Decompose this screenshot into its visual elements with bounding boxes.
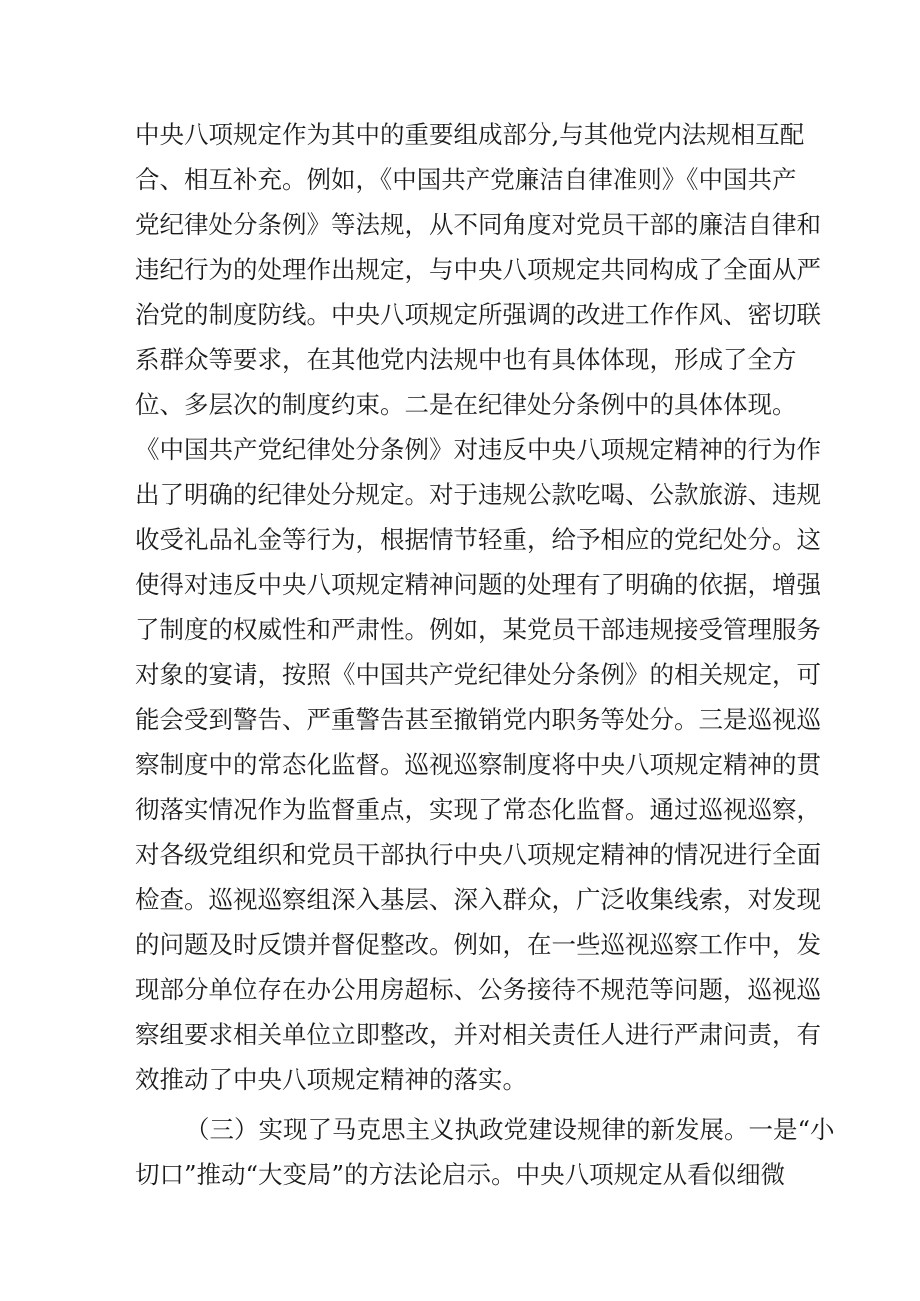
section-heading-line: （三）实现了马克思主义执政党建设规律的新发展。一是“小 [185,1115,835,1144]
paragraph-line: 使得对违反中央八项规定精神问题的处理有了明确的依据，增强 [135,570,821,599]
paragraph-line: 彻落实情况作为监督重点，实现了常态化监督。通过巡视巡察， [135,795,821,824]
paragraph-line: 中央八项规定作为其中的重要组成部分,与其他党内法规相互配 [135,120,805,149]
paragraph-line: 的问题及时反馈并督促整改。例如，在一些巡视巡察工作中，发 [135,930,821,959]
paragraph-line: 了制度的权威性和严肃性。例如，某党员干部违规接受管理服务 [135,615,821,644]
paragraph-line: 检查。巡视巡察组深入基层、深入群众，广泛收集线索，对发现 [135,885,821,914]
section-paragraph-line: 切口”推动“大变局”的方法论启示。中央八项规定从看似细微 [135,1160,786,1189]
paragraph-line: 收受礼品礼金等行为，根据情节轻重，给予相应的党纪处分。这 [135,525,821,554]
paragraph-line: 察制度中的常态化监督。巡视巡察制度将中央八项规定精神的贯 [135,750,821,779]
paragraph-line: 治党的制度防线。中央八项规定所强调的改进工作作风、密切联 [135,300,821,329]
paragraph-line: 《中国共产党纪律处分条例》对违反中央八项规定精神的行为作 [135,435,821,464]
paragraph-line: 对各级党组织和党员干部执行中央八项规定精神的情况进行全面 [135,840,821,869]
paragraph-line: 现部分单位存在办公用房超标、公务接待不规范等问题，巡视巡 [135,975,821,1004]
paragraph-line: 对象的宴请，按照《中国共产党纪律处分条例》的相关规定，可 [135,660,821,689]
paragraph-line: 合、相互补充。例如，《中国共产党廉洁自律准则》《中国共产 [135,165,797,194]
paragraph-line: 党纪律处分条例》等法规，从不同角度对党员干部的廉洁自律和 [135,210,821,239]
paragraph-line: 违纪行为的处理作出规定，与中央八项规定共同构成了全面从严 [135,255,821,284]
paragraph-line: 能会受到警告、严重警告甚至撤销党内职务等处分。三是巡视巡 [135,705,821,734]
paragraph-line: 效推动了中央八项规定精神的落实。 [135,1065,527,1094]
paragraph-line: 出了明确的纪律处分规定。对于违规公款吃喝、公款旅游、违规 [135,480,821,509]
paragraph-line: 位、多层次的制度约束。二是在纪律处分条例中的具体体现。 [135,390,797,419]
paragraph-line: 系群众等要求，在其他党内法规中也有具体体现，形成了全方 [135,345,797,374]
paragraph-line: 察组要求相关单位立即整改，并对相关责任人进行严肃问责，有 [135,1020,821,1049]
